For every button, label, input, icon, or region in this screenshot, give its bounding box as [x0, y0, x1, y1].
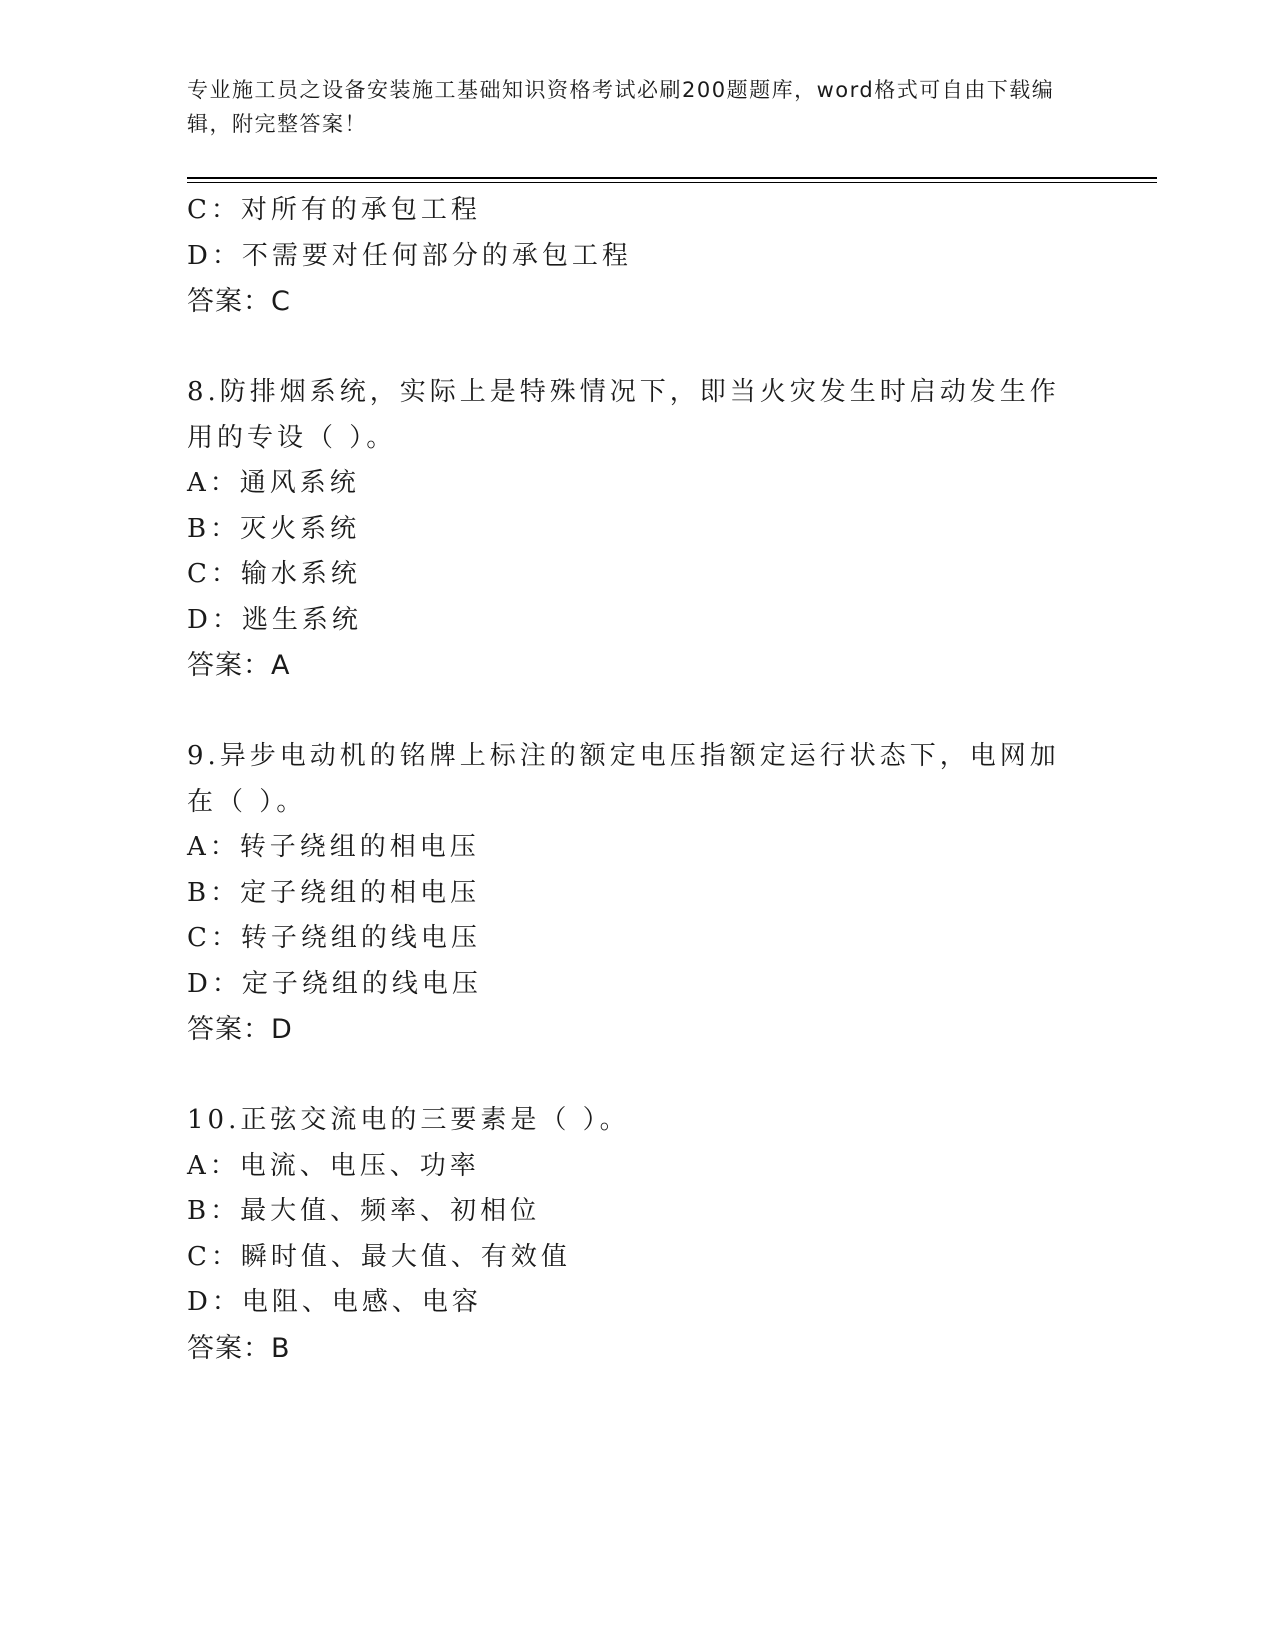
- header-divider-thick: [187, 177, 1157, 179]
- answer-line: 答案：C: [187, 286, 291, 317]
- question-8: [187, 370, 1087, 689]
- answer-line: 答案：B: [187, 1332, 291, 1364]
- question-9: [187, 734, 1087, 1053]
- header-divider-thin: [187, 182, 1157, 183]
- question-list: [187, 188, 1087, 1371]
- option-c: C：输水系统: [187, 559, 361, 589]
- spacer: [187, 325, 1087, 371]
- question-10: [187, 1098, 1087, 1371]
- option-b: B：定子绕组的相电压: [187, 877, 481, 908]
- option-b: B：灭火系统: [187, 513, 361, 544]
- option-c: C：对所有的承包工程: [187, 195, 481, 225]
- option-c: C：瞬时值、最大值、有效值: [187, 1241, 571, 1272]
- option-d: D：定子绕组的线电压: [187, 968, 482, 999]
- option-c: C：转子绕组的线电压: [187, 923, 481, 953]
- spacer: [187, 1053, 1087, 1099]
- option-a: A：电流、电压、功率: [187, 1150, 480, 1181]
- option-d: D：逃生系统: [187, 604, 362, 635]
- option-a: A：转子绕组的相电压: [187, 832, 480, 862]
- option-d: D：不需要对任何部分的承包工程: [187, 240, 632, 271]
- question-stem: 9.异步电动机的铭牌上标注的额定电压指额定运行状态下，电网加在（ ）。: [187, 741, 1060, 817]
- spacer: [187, 689, 1087, 735]
- option-b: B：最大值、频率、初相位: [187, 1196, 541, 1226]
- question-7-continued: [187, 188, 1087, 325]
- question-stem: 10.正弦交流电的三要素是（ ）。: [187, 1105, 630, 1135]
- question-stem: 8.防排烟系统，实际上是特殊情况下，即当火灾发生时启动发生作用的专设（ ）。: [187, 377, 1060, 453]
- page-header-title: 专业施工员之设备安装施工基础知识资格考试必刷200题题库，word格式可自由下载编辑，附完整答案！: [187, 78, 1055, 136]
- option-a: A：通风系统: [187, 468, 360, 498]
- answer-line: 答案：D: [187, 1014, 293, 1045]
- option-d: D：电阻、电感、电容: [187, 1287, 482, 1317]
- answer-line: 答案：A: [187, 650, 291, 681]
